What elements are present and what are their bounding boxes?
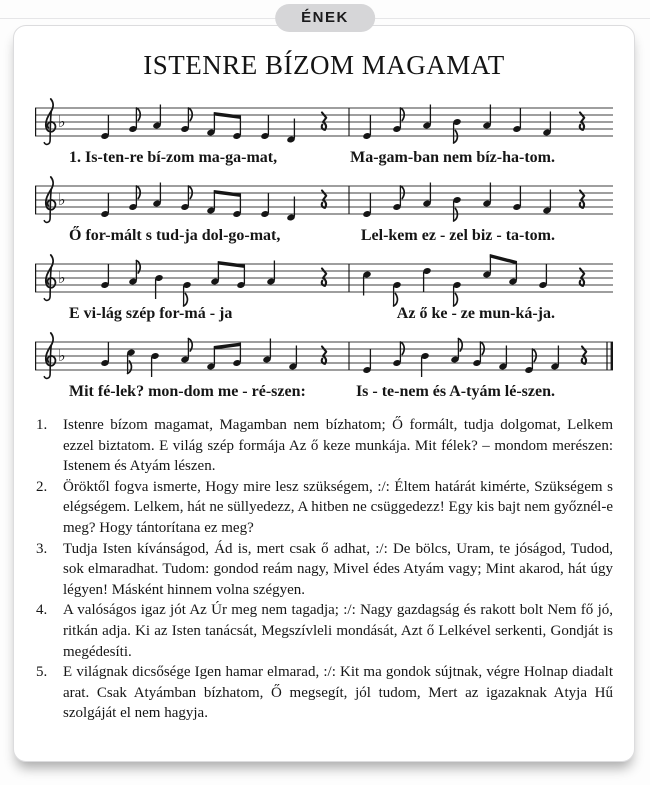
verse-text: E világnak dicsősége Igen hamar elmarad, :/: Kit ma gondok sújtnak, végre Holnap diadalt arat. Csak Atyámban bízhatom, Ő megsegít, jól tudom, Mert az igazaknak Atyja Hű szolgáját el nem hagyja. — [63, 664, 613, 722]
staff-svg-2 — [35, 171, 613, 229]
verse-item — [36, 662, 614, 724]
verse-item — [36, 477, 614, 539]
verse-number: 2. — [36, 478, 48, 495]
music-notation — [14, 93, 634, 401]
lyrics-line-2 — [35, 227, 613, 245]
lyrics-line-1 — [35, 149, 613, 167]
verse-item — [36, 600, 614, 662]
verse-list — [36, 415, 614, 724]
music-system-4 — [35, 327, 613, 401]
verse-item — [36, 539, 614, 601]
svg-text:♭: ♭ — [58, 112, 66, 131]
staff-svg-1 — [35, 93, 613, 151]
lyrics-phrase: Ő for-mált s tud-ja dol-go-mat, — [69, 227, 281, 244]
category-badge: ÉNEK — [275, 4, 375, 32]
verse-number: 5. — [36, 664, 48, 681]
lyrics-phrase: Mit fé-lek? mon-dom me - ré-szen: — [69, 383, 306, 400]
verse-text: Öröktől fogva ismerte, Hogy mire lesz szükségem, :/: Éltem határát kimérte, Szükségem s elégségem. Lelkem, hát ne süllyedezz, A hitben ne csüggedezz! Egy kis bajt nem győznél-e meg? Hogy tántorítana ez meg? — [63, 478, 613, 536]
lyrics-line-3 — [35, 305, 613, 323]
lyrics-phrase: Is - te-nem és A-tyám lé-szen. — [355, 383, 555, 400]
lyrics-phrase: Lel-kem ez - zel biz - ta-tom. — [360, 227, 555, 244]
lyrics-phrase: E vi-lág szép for-má - ja — [69, 305, 233, 322]
verse-text: A valóságos igaz jót Az Úr meg nem tagadja; :/: Nagy gazdagság és rakott bolt Nem fő jó, ritkán adja. Ki az Isten tanácsát, Megszívleli mondását, Azt ő Lelkével serkenti, Gondját is megédesíti. — [63, 602, 613, 660]
verse-number: 4. — [36, 602, 48, 619]
hymn-title: ISTENRE BÍZOM MAGAMAT — [143, 50, 505, 80]
staff-svg-3 — [35, 249, 613, 307]
lyrics-phrase: Az ő ke - ze mun-ká-ja. — [396, 305, 555, 322]
music-system-2 — [35, 171, 613, 245]
verse-number: 3. — [36, 540, 48, 557]
verse-number: 1. — [36, 417, 48, 433]
lyrics-line-4 — [35, 383, 613, 401]
verse-text: Istenre bízom magamat, Magamban nem bízhatom; Ő formált, tudja dolgomat, Lelkem ezzel biztatom. E világ szép formája Az ő keze munkája. Mit félek? – mondom merészen: Istenem és Atyám lészen. — [63, 417, 613, 475]
music-system-1 — [35, 93, 613, 167]
lyrics-phrase: 1. Is-ten-re bí-zom ma-ga-mat, — [69, 149, 278, 166]
svg-text:♭: ♭ — [58, 346, 66, 365]
lyrics-phrase: Ma-gam-ban nem bíz-ha-tom. — [350, 149, 555, 166]
svg-text:♭: ♭ — [58, 190, 66, 209]
staff-svg-4 — [35, 327, 613, 385]
svg-text:♭: ♭ — [58, 268, 66, 287]
verse-text: Tudja Isten kívánságod, Ád is, mert csak ő adhat, :/: De bölcs, Uram, te jóságod, Tudod, sok elmaradhat. Tudom: gondod reám nagy, Mivel édes Atyám vagy; Mint akarod, hát úgy légyen! Másként hinnem volna szégyen. — [63, 540, 613, 598]
hymn-card — [13, 25, 635, 762]
music-system-3 — [35, 249, 613, 323]
verse-item — [36, 415, 614, 477]
